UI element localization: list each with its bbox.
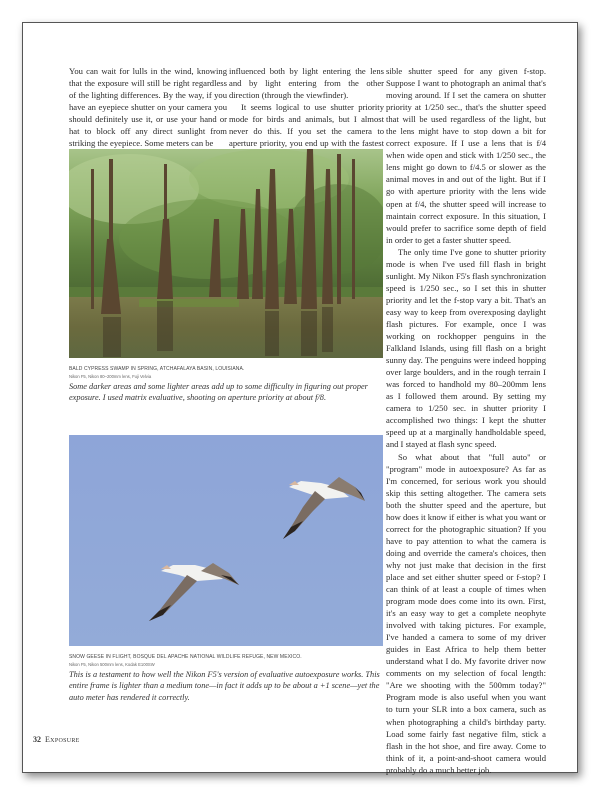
text-column-3: [386, 65, 546, 776]
page-number: 32: [33, 735, 41, 744]
cypress-swamp-image: [69, 149, 383, 358]
running-section-title: Exposure: [45, 735, 80, 744]
paragraph: The only time I've gone to shutter priority mode is when I've used fill flash in bright sunlight. My Nikon F5's flash synchronization speed is 1/250 sec., so I set this in shutter priority and let the f-stop vary a bit. That's an easy way to keep from overexposing daylight flash pictures. For example, once I was working on rockhopper penguins in the Falkland Islands, using fill flash on a bright sunny day. The penguins were indeed hopping over large boulders, and in the rough terrain I was forced to handhold my 80–200mm lens as I followed them around. By setting my camera to 1/250 sec. in shutter priority I accomplished two things: I kept the shutter speed up at a marginally handholdable speed, and I stayed at flash sync speed.: [386, 246, 546, 450]
figure-tech-details: Nikon F5, Nikon 500mm lens, Kodak E100SW: [69, 662, 155, 667]
text-column-1: [69, 65, 227, 149]
paragraph: It seems logical to use shutter priority mode for birds and animals, but I almost never do this. If you set the camera to aperture priority, you end up with the fastest: [229, 102, 384, 149]
figure-caption: This is a testament to how well the Nikon F5's version of evaluative autoexposure works. This entire frame is lighter than a medium tone—in fact it adds up to be about a +1 scene—yet the auto meter has rendered it correctly.: [69, 670, 380, 702]
figure-caption: Some darker areas and some lighter areas add up to some difficulty in figuring out proper exposure. I used matrix evaluative, shooting on aperture priority at about f/8.: [69, 382, 368, 403]
paragraph: So what about that "full auto" or "program" mode in autoexposure? As far as I'm concerned, for serious work you should skip this setting altogether. The camera sets both the shutter speed and the aperture, but how does it know if either is what you want or correct for the photographic situation? If you have to pay attention to what the camera is doing and override the camera's choices, then why not just make that decision in the first place and set either shutter speed or f-stop? I can think of at least a couple of times when program mode does come into its own. First, it's an easy way to get a complete neophyte involved with taking pictures. For example, I've handed a camera to some of my driver guides in East Africa to help them better understand what I do. My favorite driver now comments on my selection of focal length: "Are we shooting with the 500mm today?" Program mode is also useful when you want to turn your SLR into a box camera, such as when photographing a child's birthday party. Load some fairly fast negative film, stick a flash in the hot shoe, and fire away. Come to think of it, a point-and-shoot camera would probably do a much better job.: [386, 451, 546, 775]
paragraph: You can wait for lulls in the wind, knowing that the exposure will still be right regardless of the lighting differences. By the way, if you have an eyepiece shutter on your camera you should definitely use it, or use your hand or hat to block off any direct sunlight from striking the eyepiece. Some meters can be: [69, 66, 227, 149]
figure-title: SNOW GEESE IN FLIGHT, BOSQUE DEL APACHE NATIONAL WILDLIFE REFUGE, NEW MEXICO.: [69, 654, 302, 660]
text-column-2: [229, 65, 384, 161]
cypress-swamp-photo: [69, 149, 383, 358]
snow-geese-photo: [69, 435, 383, 646]
book-page: [22, 22, 578, 773]
figure-tech-details: Nikon F5, Nikon 80–200mm lens, Fuji Velvia: [69, 374, 152, 379]
page-folio: [33, 735, 80, 744]
snow-geese-image: [69, 435, 383, 646]
paragraph: sible shutter speed for any given f-stop. Suppose I want to photograph an animal that's moving around. If I set the camera on shutter priority at 1/250 sec., that's the shutter speed that will be used regardless of the light, but the lens might have to stop down a bit for correct exposure. If I use a lens that is f/4 when wide open and stick with 1/250 sec., the lens might go down to f/4.5 or slower as the animal moves in and out of the light. But if I go with aperture priority with the lens wide open at f/4, the shutter speed will increase to maintain correct exposure. In this situation, I would prefer to sacrifice some depth of field in order to get a faster shutter speed.: [386, 66, 546, 245]
figure-title: BALD CYPRESS SWAMP IN SPRING, ATCHAFALAYA BASIN, LOUISIANA.: [69, 366, 245, 372]
paragraph: influenced both by light entering the lens and by light entering from the other direction (through the viewfinder).: [229, 66, 384, 101]
